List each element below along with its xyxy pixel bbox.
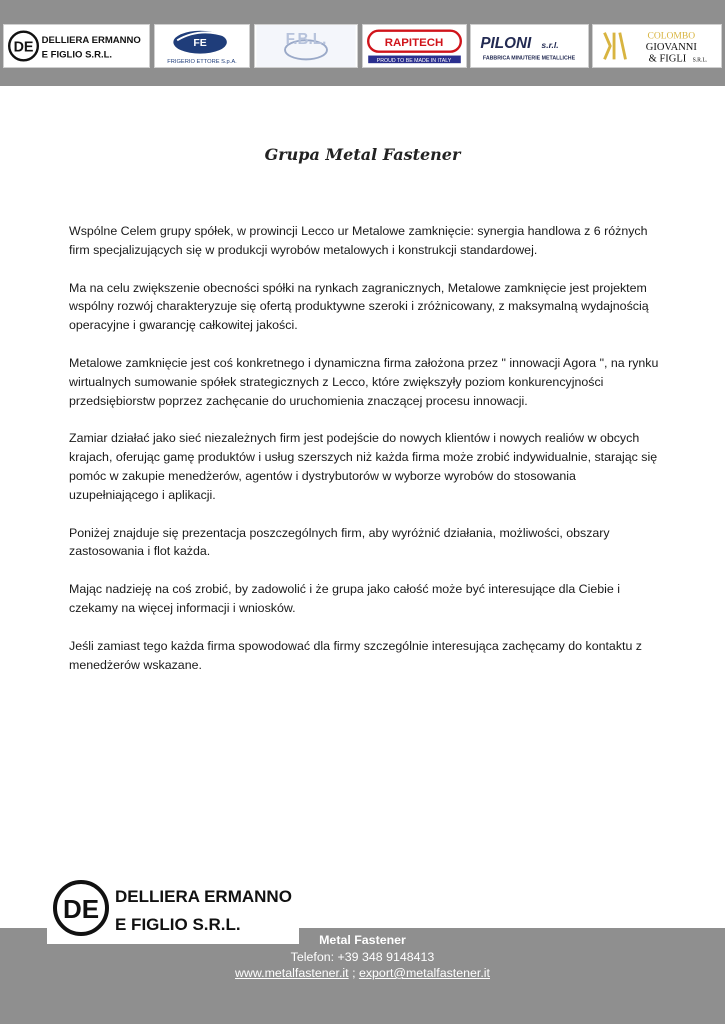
svg-text:COLOMBO: COLOMBO <box>647 30 696 42</box>
delliera-ermanno-logo <box>3 24 150 68</box>
paragraph: Ma na celu zwiększenie obecności spółki na rynkach zagranicznych, Metalowe zamknięcie jest projektem wspólny rozwój charakteryzuje się ofertą produktywne szeroki i zróżnicowany, z maksymalną wydajnością operacyjne i gwarancję całkowitej jakości. <box>69 280 649 333</box>
colombo-logo <box>592 24 722 68</box>
svg-text:F.B.L.: F.B.L. <box>285 31 327 49</box>
svg-text:RAPITECH: RAPITECH <box>384 37 444 49</box>
svg-text:& FIGLI: & FIGLI <box>648 53 687 65</box>
email-link[interactable]: export@metalfastener.it <box>358 966 490 980</box>
svg-text:s.r.l.: s.r.l. <box>541 39 559 50</box>
svg-text:DELLIERA ERMANNO: DELLIERA ERMANNO <box>115 887 292 906</box>
body-text <box>69 222 659 693</box>
header-band <box>0 0 725 86</box>
page-title: Grupa Metal Fastener <box>264 145 461 164</box>
fbl-logo <box>254 24 358 68</box>
paragraph: Jeśli zamiast tego każda firma spowodować dla firmy szczególnie interesująca zachęcamy do kontaktu z menedżerów wskazane. <box>69 638 642 672</box>
svg-text:S.R.L.: S.R.L. <box>692 57 708 64</box>
footer-contact <box>0 932 725 982</box>
piloni-logo <box>470 24 589 68</box>
svg-text:FRIGERIO ETTORE S.p.A.: FRIGERIO ETTORE S.p.A. <box>167 59 237 66</box>
svg-text:DE: DE <box>62 894 100 924</box>
footer-company-name: Metal Fastener <box>319 933 406 947</box>
paragraph: Poniżej znajduje się prezentacja poszczególnych firm, aby wyróżnić działania, możliwości, obszary zastosowania i flot każda. <box>69 525 610 559</box>
footer-links <box>0 965 725 982</box>
paragraph: Mając nadzieję na coś zrobić, by zadowolić i że grupa jako całość może być interesujące dla Ciebie i czekamy na więcej informacji i wniosków. <box>69 582 620 615</box>
paragraph: Zamiar działać jako sieć niezależnych firm jest podejście do nowych klientów i nowych realiów w obcych krajach, oferując gamę produktów i usług szerszych niż każda firma może zrobić indywidualnie, starając się pomóc w zakupie menedżerów, agentów i dystrybutorów w wyborze wyrobów do stosowania uzupełniającego i aplikacji. <box>69 431 658 502</box>
svg-text:PROUD TO BE MADE IN ITALY: PROUD TO BE MADE IN ITALY <box>376 57 452 64</box>
svg-text:DE: DE <box>13 39 34 56</box>
website-link[interactable]: www.metalfastener.it <box>234 966 349 980</box>
svg-text:E FIGLIO S.R.L.: E FIGLIO S.R.L. <box>115 915 241 934</box>
rapitech-logo <box>362 24 467 68</box>
svg-text:FABBRICA MINUTERIE METALLICHE: FABBRICA MINUTERIE METALLICHE <box>482 55 576 62</box>
svg-text:PILONI: PILONI <box>480 34 532 52</box>
svg-text:GIOVANNI: GIOVANNI <box>645 41 697 53</box>
svg-text:FE: FE <box>193 37 207 49</box>
svg-text:DELLIERA ERMANNO: DELLIERA ERMANNO <box>41 35 141 47</box>
paragraph: Metalowe zamknięcie jest coś konkretnego i dynamiczna firma założona przez " innowacji Agora ", na rynku wirtualnych sumowanie spółek strategicznych z Lecco, które zwiększyły poziom konkurencyjności przedsiębiorstw poprzez zachęcanie do uruchomienia znaczącej procesu innowacji. <box>69 355 659 408</box>
paragraph: Wspólne Celem grupy spółek, w prowincji Lecco ur Metalowe zamknięcie: synergia handlowa z 6 różnych firm specjalizujących się w produkcji wyrobów metalowych i konstrukcji standardowej. <box>69 224 648 257</box>
footer-separator: ; <box>348 966 359 980</box>
frigerio-ettore-logo <box>154 24 250 68</box>
svg-text:E FIGLIO S.R.L.: E FIGLIO S.R.L. <box>41 49 113 61</box>
partner-logo-strip <box>0 24 725 68</box>
footer-phone: Telefon: +39 348 9148413 <box>290 949 435 964</box>
